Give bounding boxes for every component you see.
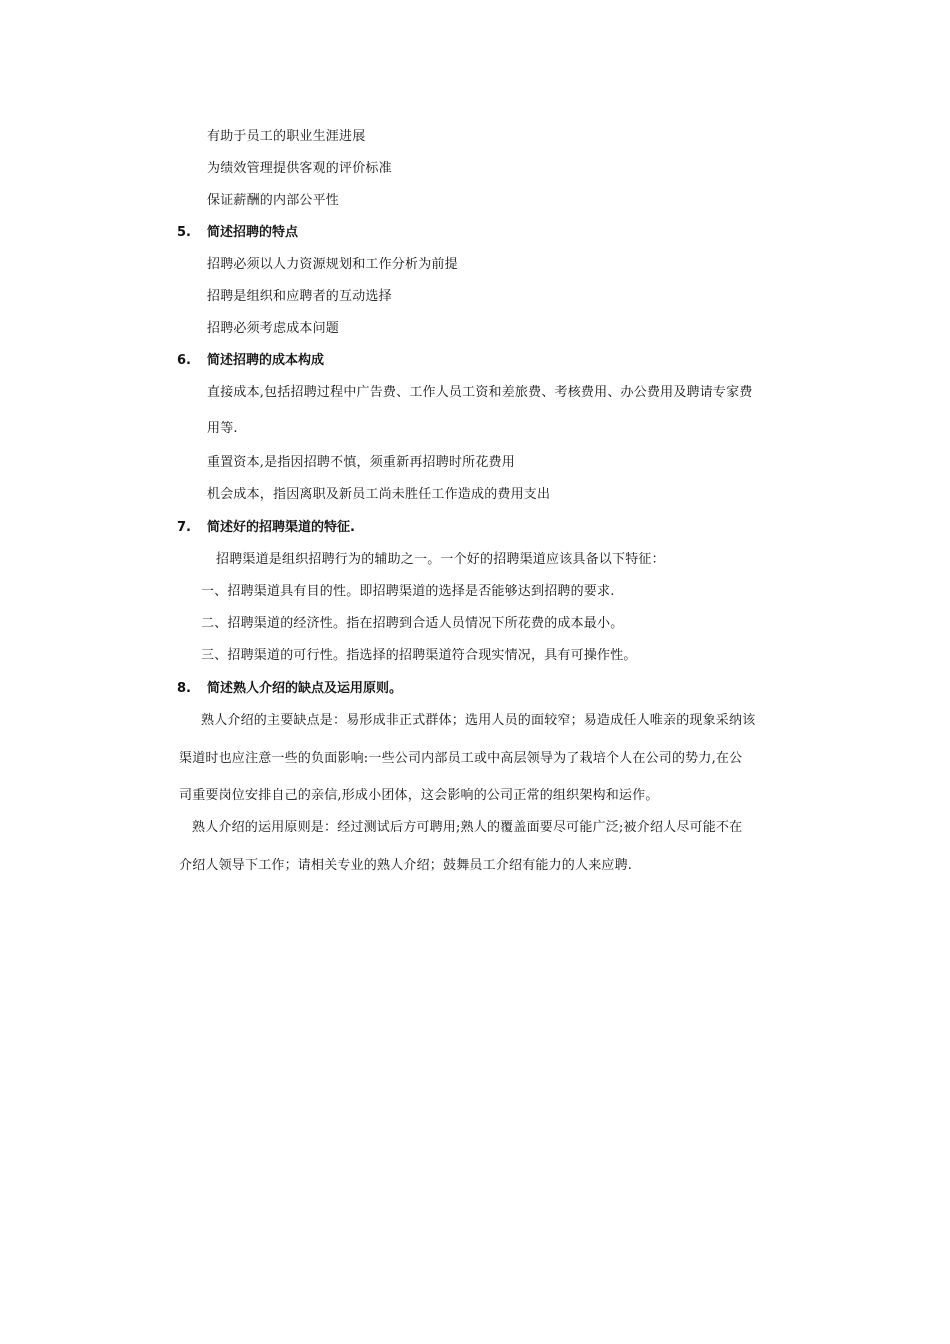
text-line: 保证薪酬的内部公平性: [207, 193, 340, 208]
text-line: 招聘必须考虑成本问题: [207, 321, 340, 336]
section-title: 简述招聘的特点: [207, 225, 299, 240]
section-number: 8.: [177, 681, 191, 696]
text-line: 熟人介绍的主要缺点是：易形成非正式群体；选用人员的面较窄；易造成任人唯亲的现象采纳该: [201, 713, 756, 728]
text-line: 渠道时也应注意一些的负面影响:一些公司内部员工或中高层领导为了栽培个人在公司的势力,在公: [179, 751, 743, 766]
text-line: 招聘渠道是组织招聘行为的辅助之一。一个好的招聘渠道应该具备以下特征：: [216, 552, 665, 567]
section-title: 简述招聘的成本构成: [207, 353, 325, 368]
text-line: 三、招聘渠道的可行性。指选择的招聘渠道符合现实情况，具有可操作性。: [201, 648, 637, 663]
section-heading-7: [177, 520, 355, 536]
text-line: 司重要岗位安排自己的亲信,形成小团体，这会影响的公司正常的组织架构和运作。: [179, 788, 659, 803]
text-line: 重置资本,是指因招聘不慎，须重新再招聘时所花费用: [207, 455, 515, 470]
text-line: 熟人介绍的运用原则是：经过测试后方可聘用;熟人的覆盖面要尽可能广泛;被介绍人尽可能不在: [192, 820, 743, 835]
section-heading-6: [177, 353, 324, 369]
text-line: 为绩效管理提供客观的评价标准: [207, 161, 392, 176]
section-number: 7.: [177, 520, 191, 535]
text-line: 介绍人领导下工作；请相关专业的熟人介绍；鼓舞员工介绍有能力的人来应聘.: [179, 858, 633, 873]
text-line: 招聘是组织和应聘者的互动选择: [207, 289, 392, 304]
section-number: 5.: [177, 225, 191, 240]
text-line: 机会成本，指因离职及新员工尚未胜任工作造成的费用支出: [207, 487, 551, 502]
section-title: 简述好的招聘渠道的特征.: [207, 520, 355, 535]
text-line: 二、招聘渠道的经济性。指在招聘到合适人员情况下所花费的成本最小。: [201, 616, 624, 631]
text-line: 招聘必须以人力资源规划和工作分析为前提: [207, 257, 458, 272]
text-line: 直接成本,包括招聘过程中广告费、工作人员工资和差旅费、考核费用、办公费用及聘请专家费: [207, 385, 753, 400]
section-heading-8: [177, 681, 402, 697]
section-number: 6.: [177, 353, 191, 368]
section-heading-5: [177, 225, 298, 241]
text-line: 用等.: [207, 421, 238, 436]
text-line: 有助于员工的职业生涯进展: [207, 129, 366, 144]
section-title: 简述熟人介绍的缺点及运用原则。: [207, 681, 403, 696]
text-line: 一、招聘渠道具有目的性。即招聘渠道的选择是否能够达到招聘的要求.: [201, 584, 615, 599]
